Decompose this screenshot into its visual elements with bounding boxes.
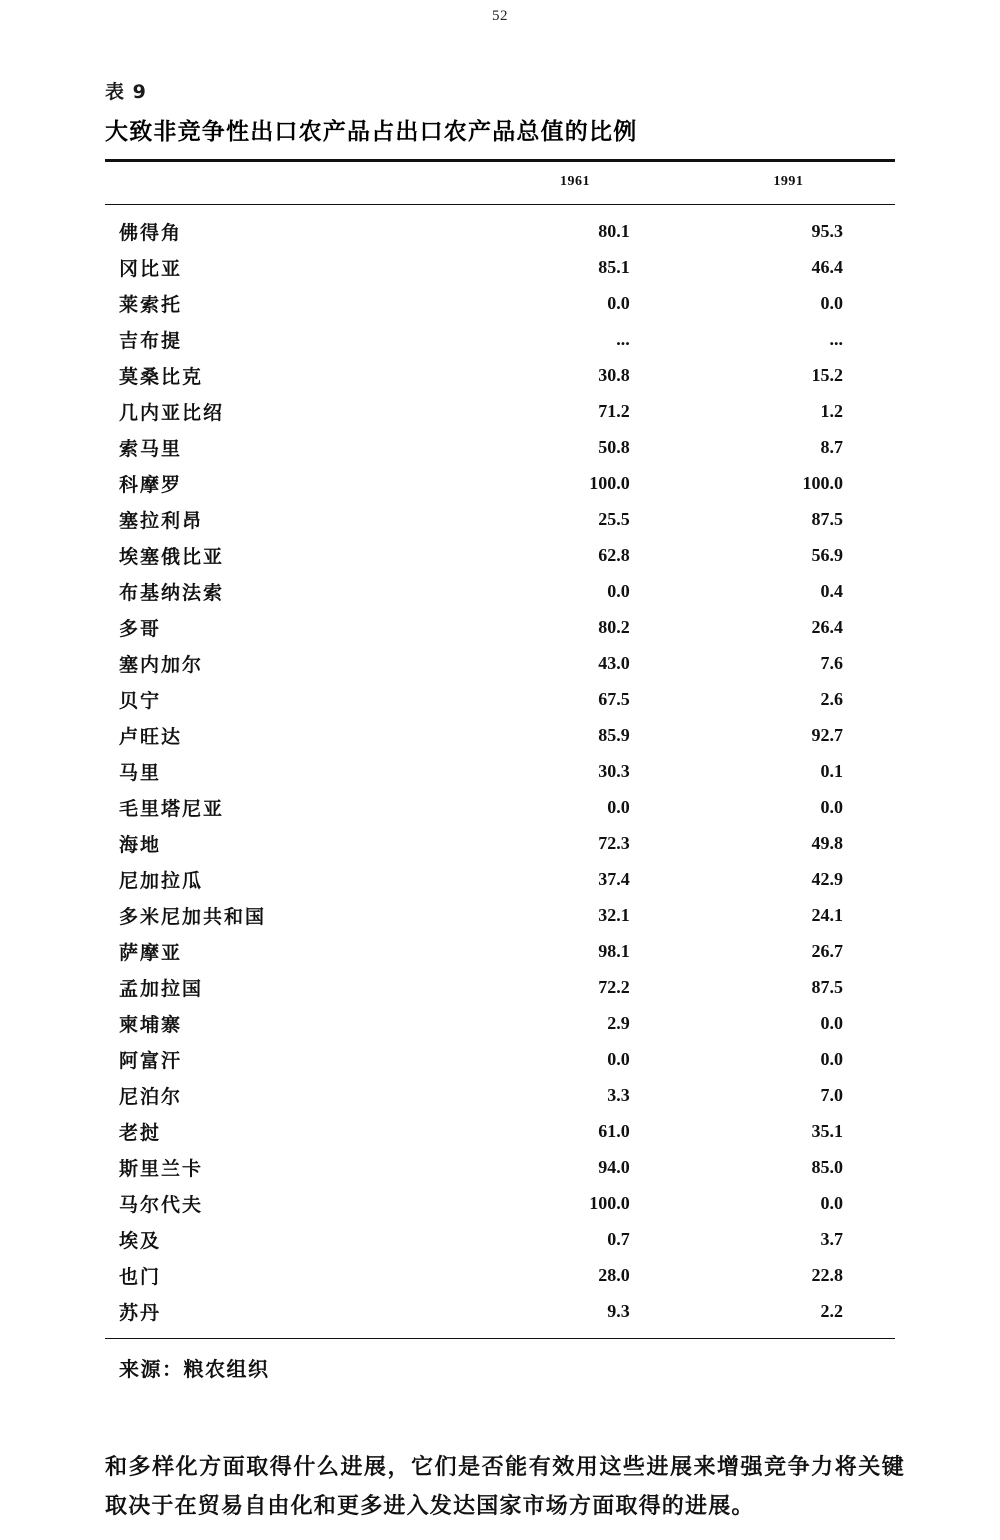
row-value-1991: 46.4 [811, 256, 843, 277]
row-label: 斯里兰卡 [119, 1157, 204, 1180]
row-value-1991: 7.0 [820, 1084, 843, 1105]
row-value-1991: 56.9 [811, 544, 843, 565]
row-label: 孟加拉国 [119, 977, 204, 1000]
row-value-1961: 94.0 [598, 1156, 630, 1177]
row-value-1991: 2.2 [820, 1300, 843, 1321]
row-value-1991: 100.0 [802, 472, 843, 493]
table-row [105, 861, 895, 897]
row-value-1961: 85.9 [598, 724, 630, 745]
row-value-1961: 72.3 [598, 832, 630, 853]
row-label: 莫桑比克 [119, 365, 204, 388]
row-value-1961: 32.1 [598, 904, 630, 925]
row-value-1991: 0.0 [820, 292, 843, 313]
table-row [105, 1185, 895, 1221]
row-value-1991: 26.4 [811, 616, 843, 637]
row-value-1961: 43.0 [598, 652, 630, 673]
column-header-1991: 1991 [773, 173, 804, 189]
row-label: 柬埔寨 [119, 1013, 183, 1036]
table-row [105, 205, 895, 250]
row-value-1961: 71.2 [598, 400, 630, 421]
row-value-1961: 80.2 [598, 616, 630, 637]
row-label: 毛里塔尼亚 [119, 797, 225, 820]
column-header-1961: 1961 [560, 173, 591, 189]
table-row [105, 573, 895, 609]
column-header-name [105, 162, 468, 204]
table-row [105, 933, 895, 969]
row-label: 尼泊尔 [119, 1085, 183, 1108]
table-row [105, 249, 895, 285]
table-header-row [105, 162, 895, 204]
row-label: 几内亚比绍 [119, 401, 225, 424]
row-label: 埃及 [119, 1229, 162, 1252]
row-value-1961: 9.3 [607, 1300, 630, 1321]
table-row [105, 537, 895, 573]
row-value-1961: ... [616, 328, 630, 349]
row-value-1961: 67.5 [598, 688, 630, 709]
table-row [105, 501, 895, 537]
row-label: 佛得角 [119, 221, 183, 244]
row-value-1991: 0.0 [820, 796, 843, 817]
row-label: 也门 [119, 1265, 162, 1288]
row-value-1991: ... [829, 328, 843, 349]
data-table [105, 162, 895, 204]
row-label: 海地 [119, 833, 162, 856]
row-value-1991: 15.2 [811, 364, 843, 385]
row-label: 卢旺达 [119, 725, 183, 748]
row-value-1961: 100.0 [589, 1192, 630, 1213]
table-row [105, 1041, 895, 1077]
row-label: 老挝 [119, 1121, 162, 1144]
row-label: 多米尼加共和国 [119, 905, 267, 928]
row-label: 尼加拉瓜 [119, 869, 204, 892]
row-value-1991: 22.8 [811, 1264, 843, 1285]
row-value-1961: 85.1 [598, 256, 630, 277]
row-value-1991: 1.2 [820, 400, 843, 421]
table-head [105, 162, 895, 204]
row-value-1961: 2.9 [607, 1012, 630, 1033]
row-value-1961: 0.0 [607, 1048, 630, 1069]
row-value-1961: 50.8 [598, 436, 630, 457]
table-row [105, 681, 895, 717]
row-value-1991: 26.7 [811, 940, 843, 961]
row-value-1991: 2.6 [820, 688, 843, 709]
table-title: 大致非竞争性出口农产品占出口农产品总值的比例 [105, 119, 638, 145]
row-label: 埃塞俄比亚 [119, 545, 225, 568]
table-row [105, 969, 895, 1005]
table-row [105, 321, 895, 357]
row-value-1961: 72.2 [598, 976, 630, 997]
row-label: 马尔代夫 [119, 1193, 204, 1216]
row-value-1961: 80.1 [598, 220, 630, 241]
table-row [105, 285, 895, 321]
table-row [105, 429, 895, 465]
row-value-1961: 37.4 [598, 868, 630, 889]
table-row [105, 1293, 895, 1338]
row-label: 莱索托 [119, 293, 183, 316]
row-value-1961: 61.0 [598, 1120, 630, 1141]
row-value-1961: 0.7 [607, 1228, 630, 1249]
row-label: 塞拉利昂 [119, 509, 204, 532]
row-label: 多哥 [119, 617, 162, 640]
row-value-1991: 85.0 [811, 1156, 843, 1177]
row-value-1991: 49.8 [811, 832, 843, 853]
table-row [105, 789, 895, 825]
row-value-1991: 0.1 [820, 760, 843, 781]
row-value-1961: 30.8 [598, 364, 630, 385]
table-body [105, 205, 895, 1338]
table-row [105, 609, 895, 645]
row-value-1961: 100.0 [589, 472, 630, 493]
row-value-1961: 30.3 [598, 760, 630, 781]
row-value-1991: 0.0 [820, 1012, 843, 1033]
row-value-1991: 3.7 [820, 1228, 843, 1249]
row-value-1991: 87.5 [811, 976, 843, 997]
table-row [105, 717, 895, 753]
table-row [105, 753, 895, 789]
row-value-1961: 98.1 [598, 940, 630, 961]
row-label: 阿富汗 [119, 1049, 183, 1072]
table-row [105, 897, 895, 933]
row-value-1961: 0.0 [607, 796, 630, 817]
table-row [105, 1149, 895, 1185]
row-value-1991: 87.5 [811, 508, 843, 529]
page-number: 52 [492, 8, 508, 24]
row-label: 吉布提 [119, 329, 183, 352]
row-value-1991: 24.1 [811, 904, 843, 925]
row-label: 科摩罗 [119, 473, 183, 496]
table-row [105, 825, 895, 861]
row-label: 索马里 [119, 437, 183, 460]
row-label: 贝宁 [119, 689, 162, 712]
row-value-1961: 62.8 [598, 544, 630, 565]
row-value-1991: 42.9 [811, 868, 843, 889]
data-table-body [105, 205, 895, 1338]
table-block [105, 77, 895, 1382]
row-value-1991: 0.4 [820, 580, 843, 601]
table-row [105, 393, 895, 429]
table-label: 表 9 [105, 81, 147, 103]
row-value-1961: 3.3 [607, 1084, 630, 1105]
row-label: 萨摩亚 [119, 941, 183, 964]
table-row [105, 1005, 895, 1041]
row-value-1991: 0.0 [820, 1048, 843, 1069]
table-source: 来源：粮农组织 [119, 1356, 270, 1381]
table-row [105, 1257, 895, 1293]
row-value-1961: 25.5 [598, 508, 630, 529]
row-value-1991: 95.3 [811, 220, 843, 241]
table-row [105, 645, 895, 681]
row-label: 苏丹 [119, 1301, 162, 1324]
table-row [105, 1077, 895, 1113]
row-value-1961: 0.0 [607, 580, 630, 601]
row-label: 塞内加尔 [119, 653, 204, 676]
table-row [105, 357, 895, 393]
table-row [105, 465, 895, 501]
table-row [105, 1113, 895, 1149]
row-value-1961: 28.0 [598, 1264, 630, 1285]
row-value-1991: 8.7 [820, 436, 843, 457]
row-value-1991: 35.1 [811, 1120, 843, 1141]
row-value-1961: 0.0 [607, 292, 630, 313]
row-value-1991: 7.6 [820, 652, 843, 673]
row-label: 马里 [119, 761, 162, 784]
table-row [105, 1221, 895, 1257]
row-value-1991: 92.7 [811, 724, 843, 745]
row-label: 冈比亚 [119, 257, 183, 280]
row-label: 布基纳法索 [119, 581, 225, 604]
row-value-1991: 0.0 [820, 1192, 843, 1213]
body-paragraph: 和多样化方面取得什么进展，它们是否能有效用这些进展来增强竞争力将关键取决于在贸易自由化和更多进入发达国家市场方面取得的进展。 [105, 1454, 905, 1519]
